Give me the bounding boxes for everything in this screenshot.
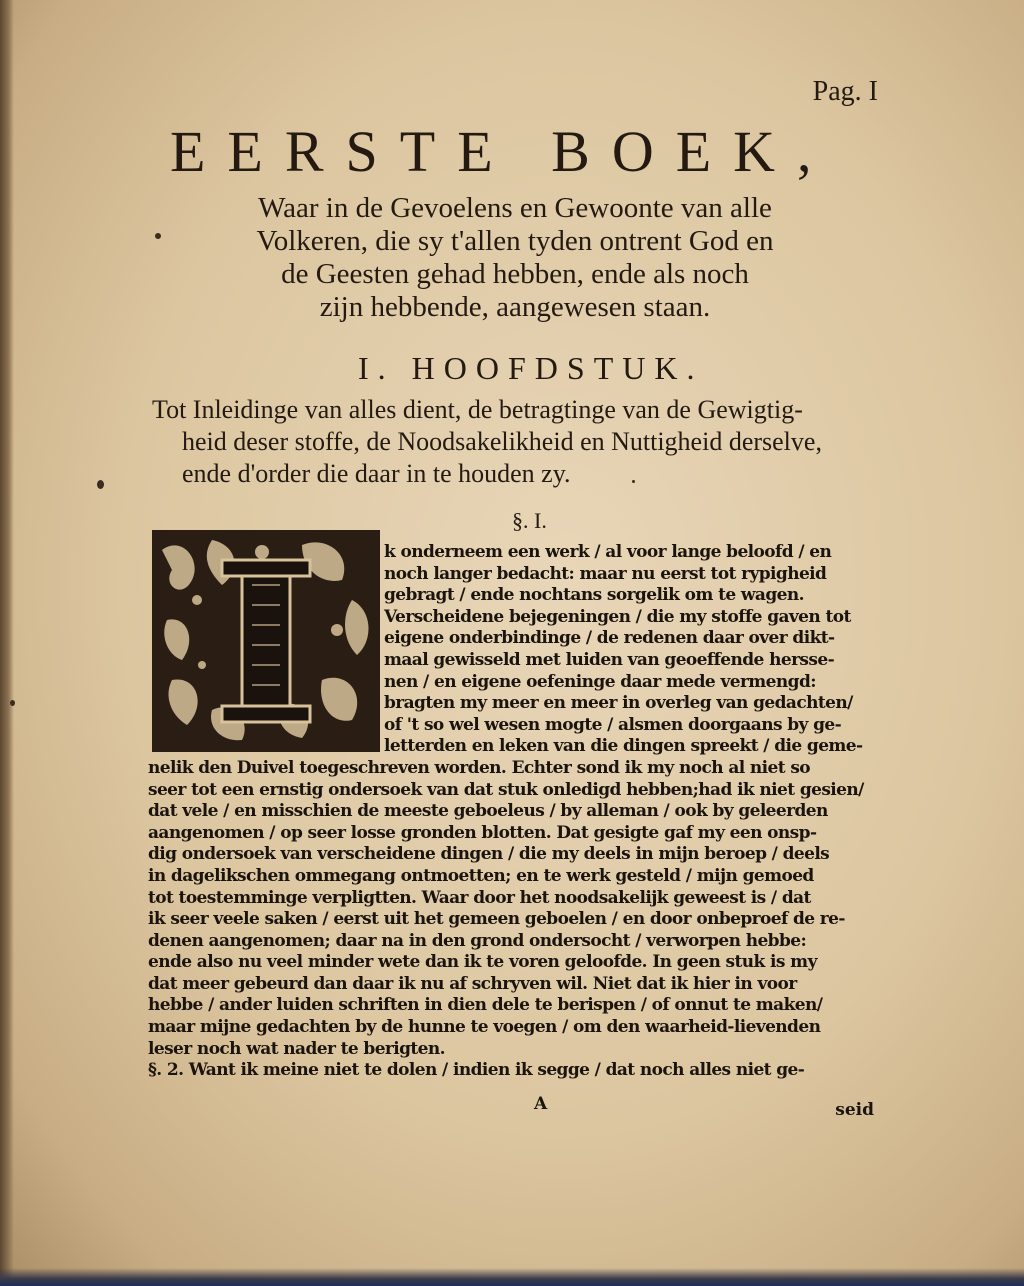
text-line: letterden en leken van die dingen spreekt / die geme- [384, 736, 863, 757]
page-number: Pag. I [812, 76, 878, 107]
summary-line: ende d'order die daar in te houden zy. [182, 459, 571, 488]
text-line: leser noch wat nader te berigten. [148, 1038, 445, 1059]
text-line: maar mijne gedachten by de hunne te voegen / om den waarheid-lievenden [148, 1017, 821, 1038]
text-line: maal gewisseld met luiden van geoeffende hersse- [384, 649, 835, 670]
page-binding-edge [0, 0, 14, 1286]
subtitle-line: Volkeren, die sy t'allen tyden ontrent God en [256, 225, 774, 257]
text-line: nelik den Duivel toegeschreven worden. Echter sond ik my noch al niet so [148, 757, 811, 778]
ink-speck [155, 233, 161, 239]
ink-speck [632, 480, 635, 483]
text-line: dig ondersoek van verscheidene dingen / die my deels in mijn beroep / deels [148, 844, 830, 865]
text-line: dat vele / en misschien de meeste geboeleus / by alleman / ook by geleerden [148, 801, 828, 822]
text-line: seer tot een ernstig ondersoek van dat stuk onledigd hebben;had ik niet gesien/ [148, 779, 864, 800]
book-title: EERSTE BOEK, [170, 119, 834, 184]
text-line: in dagelikschen ommegang ontmoetten; en te werk gesteld / mijn gemoed [148, 865, 814, 886]
ink-speck [10, 700, 15, 706]
ink-speck [97, 480, 104, 489]
text-line: gebragt / ende nochtans sorgelik om te wagen. [384, 585, 804, 606]
text-line: tot toestemminge verpligtten. Waar door het noodsakelijk geweest is / dat [148, 887, 811, 908]
text-line: aangenomen / op seer losse gronden blotten. Dat gesigte gaf my een onsp- [148, 822, 817, 843]
summary-line: Tot Inleidinge van alles dient, de betragtinge van de Gewigtig- [152, 395, 803, 424]
text-line: dat meer gebeurd dan daar ik nu af schryven wil. Niet dat ik hier in voor [148, 973, 797, 994]
chapter-summary [152, 394, 882, 490]
text-line: denen aangenomen; daar na in den grond ondersocht / verworpen hebbe: [148, 930, 807, 951]
text-line: noch langer bedacht: maar nu eerst tot rypigheid [384, 563, 827, 584]
summary-line: heid deser stoffe, de Noodsakelikheid en Nuttigheid derselve, [182, 427, 822, 456]
subtitle-line: de Geesten gehad hebben, ende als noch [281, 258, 749, 290]
book-subtitle [170, 192, 860, 324]
text-line: eigene onderbindinge / de redenen daar over dikt- [384, 628, 835, 649]
page-bottom-edge [0, 1268, 1024, 1286]
text-line: k onderneem een werk / al voor lange beloofd / en [384, 542, 832, 562]
chapter-heading: I. HOOFDSTUK. [358, 350, 704, 386]
text-line: §. 2. Want ik meine niet te dolen / indien ik segge / dat noch alles niet ge- [148, 1060, 805, 1081]
catchword: seid [835, 1100, 874, 1120]
text-line: hebbe / ander luiden schriften in dien dele te berispen / of onnut te maken/ [148, 995, 823, 1016]
text-line: Verscheidene bejegeningen / die my stoffe gaven tot [384, 606, 851, 627]
text-line: nen / en eigene oefeninge daar mede vermengd: [384, 671, 816, 692]
subtitle-line: zijn hebbende, aangewesen staan. [319, 291, 711, 323]
text-line: of 't so wel wesen mogte / alsmen doorgaans by ge- [384, 714, 842, 735]
text-line: ende also nu veel minder wete dan ik te voren geloofde. In geen stuk is my [148, 952, 817, 973]
text-line: bragten my meer en meer in overleg van gedachten/ [384, 693, 853, 714]
text-line: ik seer veele saken / eerst uit het gemeen geboelen / en door onbeproef de re- [148, 909, 845, 930]
section-mark: §. I. [512, 508, 547, 533]
signature-mark: A [534, 1094, 548, 1114]
subtitle-line: Waar in de Gevoelens en Gewoonte van alle [258, 192, 772, 224]
body-text [148, 542, 878, 1082]
